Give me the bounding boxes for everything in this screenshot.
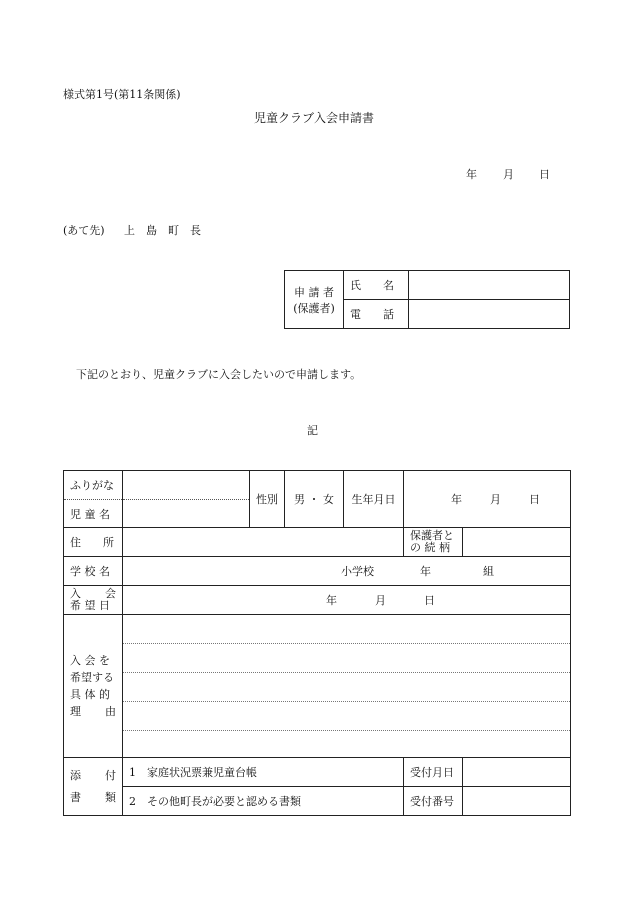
phone-label: 電 話	[344, 300, 409, 329]
furigana-label: ふりがな	[64, 471, 123, 500]
school-label: 学 校 名	[64, 557, 123, 586]
join-label-right: 会	[105, 587, 116, 600]
attach-right1: 付	[105, 768, 116, 782]
name-label: 氏 名	[344, 271, 409, 300]
reason-line	[123, 644, 570, 673]
reason-line	[123, 673, 570, 702]
reason-line	[123, 615, 570, 644]
applicant-table	[284, 270, 570, 329]
reason-line3: 具 体 的	[70, 688, 110, 701]
class-suffix: 組	[483, 565, 494, 578]
school-suffix: 小学校	[341, 565, 374, 578]
relation-label	[404, 528, 463, 557]
reason-line1: 入 会 を	[70, 654, 110, 667]
join-year: 年	[326, 594, 337, 607]
address-label: 住 所	[64, 528, 123, 557]
join-date-field[interactable]	[123, 586, 571, 615]
addressee-name: 上 島 町 長	[124, 224, 201, 237]
gender-label: 性別	[250, 471, 285, 528]
birth-day: 日	[529, 493, 540, 506]
child-name-label: 児 童 名	[64, 500, 123, 528]
name-field[interactable]	[409, 271, 570, 300]
page-title: 児童クラブ入会申請書	[254, 111, 375, 125]
attach-left2: 書	[70, 790, 81, 804]
birth-month: 月	[490, 493, 501, 506]
child-name-field[interactable]	[123, 500, 250, 528]
join-label-line2: 希 望 日	[70, 599, 110, 612]
relation-label-line1: 保護者と	[410, 529, 454, 542]
join-date-label	[64, 586, 123, 615]
reason-label	[64, 615, 123, 758]
relation-field[interactable]	[463, 528, 571, 557]
phone-field[interactable]	[409, 300, 570, 329]
received-date-field[interactable]	[463, 758, 571, 787]
furigana-field[interactable]	[123, 471, 250, 500]
statement: 下記のとおり、児童クラブに入会したいので申請します。	[76, 368, 362, 381]
attachment-item-2: 2 その他町長が必要と認める書類	[123, 787, 404, 816]
address-field[interactable]	[123, 528, 404, 557]
school-field[interactable]	[123, 557, 571, 586]
applicant-label: 申 請 者	[294, 285, 334, 299]
gender-options[interactable]: 男 ・ 女	[285, 471, 344, 528]
reason-field[interactable]	[123, 615, 571, 758]
join-month: 月	[375, 594, 386, 607]
applicant-label-cell	[285, 271, 344, 329]
received-number-label: 受付番号	[404, 787, 463, 816]
received-date-label: 受付月日	[404, 758, 463, 787]
attachments-label	[64, 758, 123, 816]
date-year: 年	[466, 168, 477, 181]
date-day: 日	[539, 168, 550, 181]
attach-left1: 添	[70, 768, 81, 782]
join-day: 日	[424, 594, 435, 607]
received-number-field[interactable]	[463, 787, 571, 816]
attach-right2: 類	[105, 790, 116, 804]
join-label-left: 入	[70, 587, 81, 600]
reason-line4-right: 由	[105, 705, 116, 718]
birthdate-label: 生年月日	[344, 471, 404, 528]
attachment-item-1: 1 家庭状況票兼児童台帳	[123, 758, 404, 787]
guardian-label: (保護者)	[293, 301, 335, 315]
date-month: 月	[503, 168, 514, 181]
main-form-table	[63, 470, 571, 816]
ki-heading: 記	[307, 424, 318, 437]
relation-label-line2: の 続 柄	[410, 541, 450, 554]
birth-year: 年	[451, 493, 462, 506]
reason-line	[123, 702, 570, 731]
form-number: 様式第1号(第11条関係)	[63, 88, 181, 101]
birthdate-field[interactable]	[404, 471, 571, 528]
reason-line4-left: 理	[70, 705, 81, 718]
grade-suffix: 年	[420, 565, 431, 578]
addressee-label: (あて先)	[63, 224, 105, 237]
reason-line2: 希望する	[70, 671, 114, 684]
